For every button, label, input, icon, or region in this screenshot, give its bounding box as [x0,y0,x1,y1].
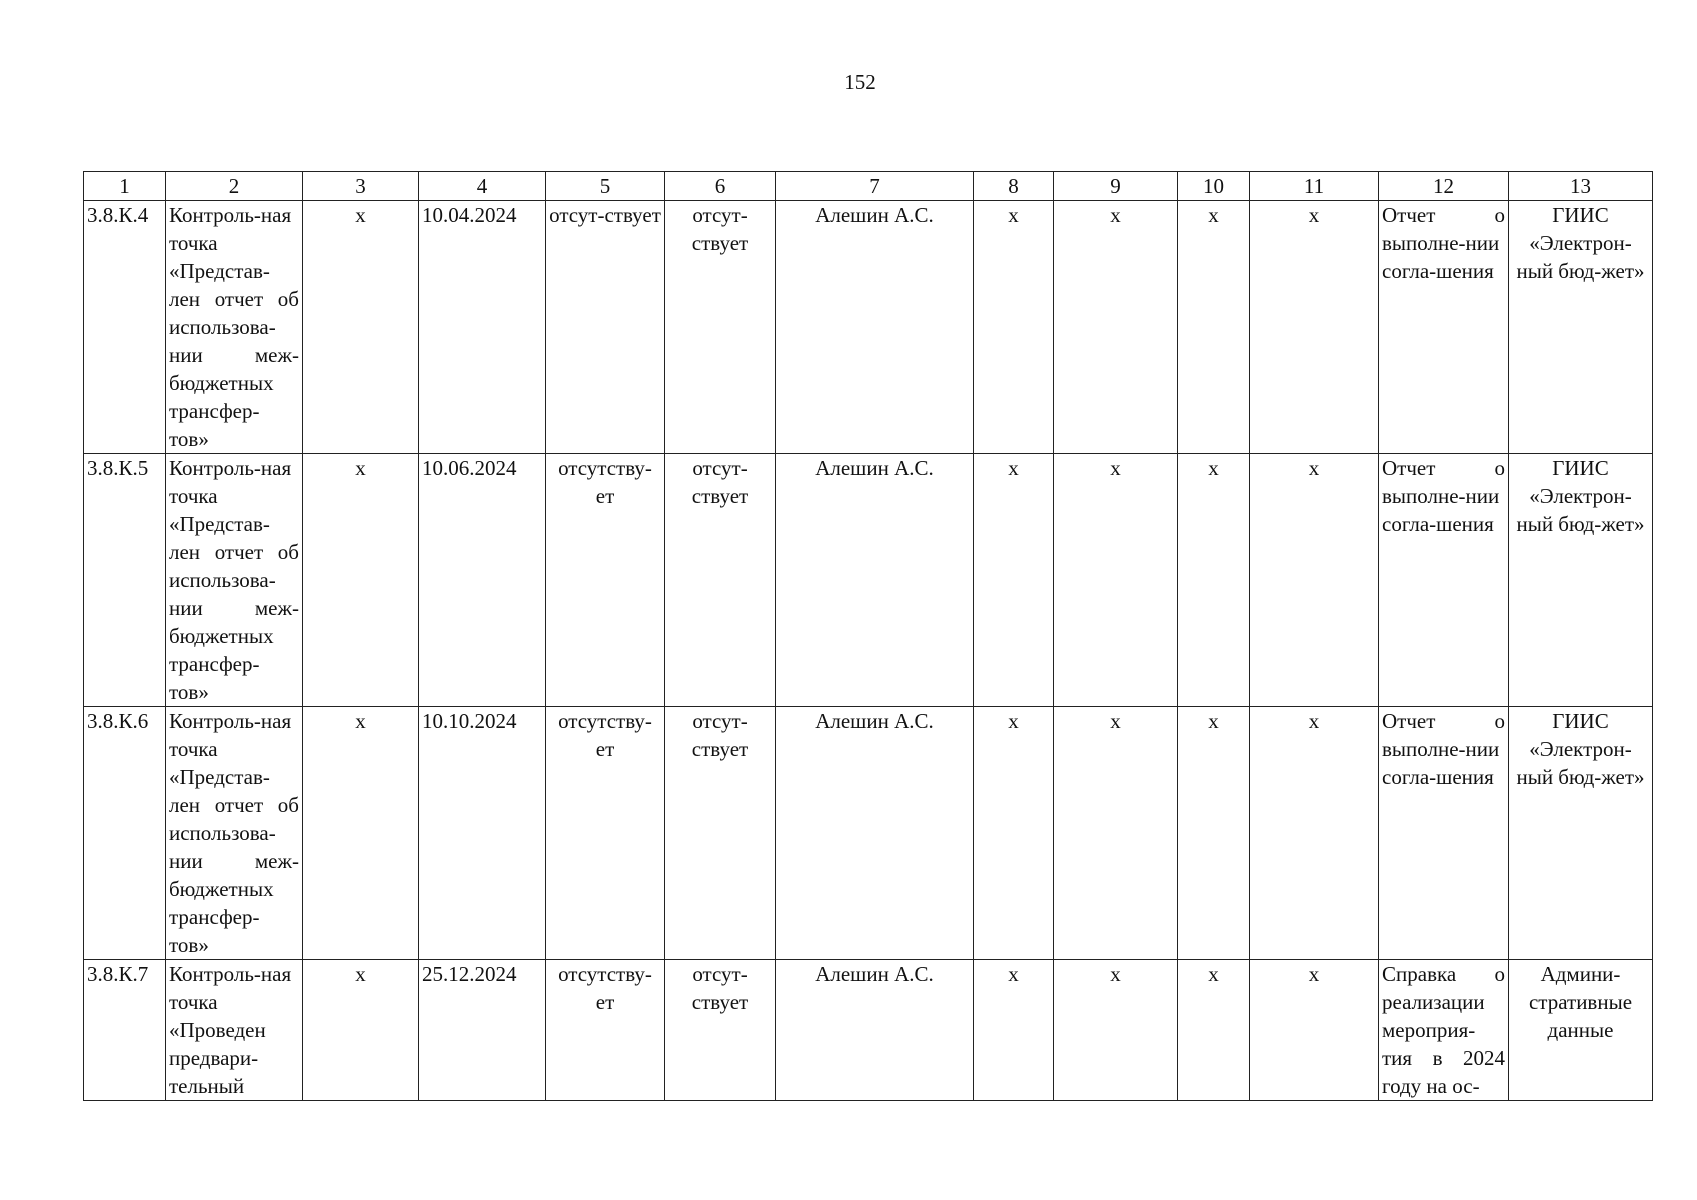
page-number: 152 [844,70,876,94]
cell-col5: отсут-ствует [546,201,665,454]
control-point-name: Контроль-ная точка «Представ-лен отчет об использова-нии меж-бюджетных трансфер-тов» [166,201,303,454]
information-system: ГИИС «Электрон-ный бюд-жет» [1509,201,1653,454]
table-row [84,707,1653,960]
column-header: 9 [1054,172,1178,201]
column-header: 8 [974,172,1054,201]
column-header: 3 [303,172,419,201]
information-system: ГИИС «Электрон-ный бюд-жет» [1509,707,1653,960]
row-code: 3.8.К.6 [84,707,166,960]
cell-col3: x [303,201,419,454]
information-system: Админи-стративные данные [1509,960,1653,1101]
cell-col10: x [1178,201,1250,454]
cell-col5: отсутству-ет [546,960,665,1101]
cell-col3: x [303,454,419,707]
column-header: 7 [776,172,974,201]
column-header: 6 [665,172,776,201]
due-date: 10.04.2024 [419,201,546,454]
cell-col6: отсут-ствует [665,960,776,1101]
cell-col9: x [1054,454,1178,707]
table-row [84,454,1653,707]
cell-col5: отсутству-ет [546,454,665,707]
responsible-person: Алешин А.С. [776,960,974,1101]
information-system: ГИИС «Электрон-ный бюд-жет» [1509,454,1653,707]
responsible-person: Алешин А.С. [776,707,974,960]
cell-col6: отсут-ствует [665,201,776,454]
document-type: Справка о реализации мероприя-тия в 2024 году на ос- [1379,960,1509,1101]
cell-col10: x [1178,454,1250,707]
column-header: 12 [1379,172,1509,201]
cell-col8: x [974,707,1054,960]
cell-col9: x [1054,960,1178,1101]
row-code: 3.8.К.5 [84,454,166,707]
responsible-person: Алешин А.С. [776,454,974,707]
column-header: 1 [84,172,166,201]
document-type: Отчет о выполне-нии согла-шения [1379,454,1509,707]
cell-col6: отсут-ствует [665,707,776,960]
cell-col8: x [974,201,1054,454]
column-header: 4 [419,172,546,201]
table-row [84,960,1653,1101]
table-row [84,201,1653,454]
cell-col11: x [1250,960,1379,1101]
column-header: 10 [1178,172,1250,201]
cell-col10: x [1178,960,1250,1101]
control-point-name: Контроль-ная точка «Представ-лен отчет об использова-нии меж-бюджетных трансфер-тов» [166,454,303,707]
column-header: 2 [166,172,303,201]
cell-col8: x [974,454,1054,707]
cell-col9: x [1054,201,1178,454]
cell-col9: x [1054,707,1178,960]
cell-col5: отсутству-ет [546,707,665,960]
control-points-table [83,171,1653,1101]
cell-col3: x [303,707,419,960]
control-point-name: Контроль-ная точка «Представ-лен отчет об использова-нии меж-бюджетных трансфер-тов» [166,707,303,960]
cell-col11: x [1250,707,1379,960]
table-header-row [84,172,1653,201]
cell-col3: x [303,960,419,1101]
due-date: 10.10.2024 [419,707,546,960]
column-header: 13 [1509,172,1653,201]
cell-col6: отсут-ствует [665,454,776,707]
due-date: 25.12.2024 [419,960,546,1101]
row-code: 3.8.К.4 [84,201,166,454]
column-header: 11 [1250,172,1379,201]
document-type: Отчет о выполне-нии согла-шения [1379,707,1509,960]
cell-col11: x [1250,454,1379,707]
cell-col10: x [1178,707,1250,960]
cell-col11: x [1250,201,1379,454]
responsible-person: Алешин А.С. [776,201,974,454]
row-code: 3.8.К.7 [84,960,166,1101]
due-date: 10.06.2024 [419,454,546,707]
control-point-name: Контроль-ная точка «Проведен предвари-тельный [166,960,303,1101]
document-type: Отчет о выполне-нии согла-шения [1379,201,1509,454]
cell-col8: x [974,960,1054,1101]
column-header: 5 [546,172,665,201]
